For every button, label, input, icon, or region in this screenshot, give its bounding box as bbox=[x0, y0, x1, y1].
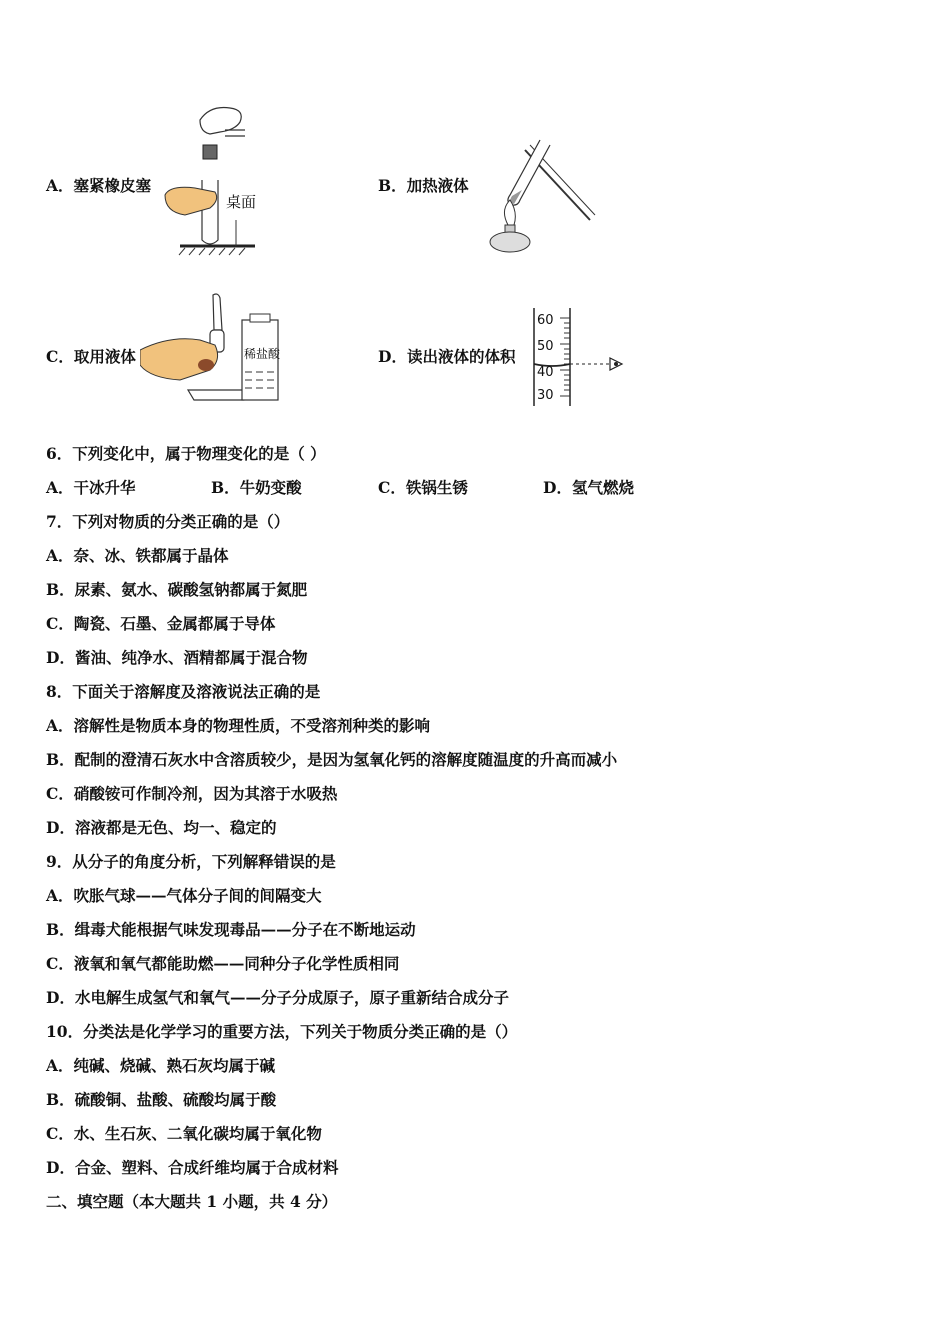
q6-option-c: C．铁锅生锈 bbox=[378, 478, 468, 497]
figure-d-tick-30: 30 bbox=[537, 388, 554, 403]
q8-stem: 8．下面关于溶解度及溶液说法正确的是 bbox=[46, 682, 321, 701]
q9-option-d: D．水电解生成氢气和氧气——分子分成原子，原子重新结合成分子 bbox=[46, 988, 509, 1007]
q7-option-a: A．奈、冰、铁都属于晶体 bbox=[46, 546, 229, 565]
q9-option-c: C．液氧和氧气都能助燃——同种分子化学性质相同 bbox=[46, 954, 400, 973]
q7-option-b: B．尿素、氨水、碳酸氢钠都属于氮肥 bbox=[46, 580, 308, 599]
q10-option-a: A．纯碱、烧碱、熟石灰均属于碱 bbox=[46, 1056, 276, 1075]
q10-stem: 10．分类法是化学学习的重要方法，下列关于物质分类正确的是（） bbox=[46, 1022, 518, 1041]
q8-option-b: B．配制的澄清石灰水中含溶质较少，是因为氢氧化钙的溶解度随温度的升高而减小 bbox=[46, 750, 618, 769]
q5-option-d: D．读出液体的体积 bbox=[378, 347, 516, 366]
q10-option-c: C．水、生石灰、二氧化碳均属于氧化物 bbox=[46, 1124, 322, 1143]
q9-stem: 9．从分子的角度分析，下列解释错误的是 bbox=[46, 852, 336, 871]
q10-option-b: B．硫酸铜、盐酸、硫酸均属于酸 bbox=[46, 1090, 277, 1109]
q10-option-d: D．合金、塑料、合成纤维均属于合成材料 bbox=[46, 1158, 339, 1177]
section-2-heading: 二、填空题（本大题共 1 小题，共 4 分） bbox=[46, 1192, 338, 1211]
figure-d-tick-40: 40 bbox=[537, 365, 554, 380]
q6-stem: 6．下列变化中，属于物理变化的是（ ） bbox=[46, 444, 326, 463]
q8-option-c: C．硝酸铵可作制冷剂，因为其溶于水吸热 bbox=[46, 784, 338, 803]
figure-b-heating bbox=[470, 130, 600, 260]
figure-d-tick-50: 50 bbox=[537, 339, 554, 354]
q5-option-b: B．加热液体 bbox=[378, 176, 469, 195]
figure-a-stopper bbox=[150, 100, 270, 260]
figure-c-dropper bbox=[140, 290, 290, 410]
figure-d-tick-60: 60 bbox=[537, 313, 554, 328]
figure-a-label: 桌面 bbox=[226, 193, 257, 211]
q5-option-a: A．塞紧橡皮塞 bbox=[46, 176, 152, 195]
figure-d-cylinder bbox=[526, 306, 636, 410]
q7-stem: 7．下列对物质的分类正确的是（） bbox=[46, 512, 290, 531]
q5-option-c: C．取用液体 bbox=[46, 347, 136, 366]
q8-option-d: D．溶液都是无色、均一、稳定的 bbox=[46, 818, 277, 837]
q7-option-d: D．酱油、纯净水、酒精都属于混合物 bbox=[46, 648, 308, 667]
q7-option-c: C．陶瓷、石墨、金属都属于导体 bbox=[46, 614, 276, 633]
q6-option-d: D．氢气燃烧 bbox=[543, 478, 634, 497]
q6-option-a: A．干冰升华 bbox=[46, 478, 136, 497]
q9-option-a: A．吹胀气球——气体分子间的间隔变大 bbox=[46, 886, 322, 905]
q6-option-b: B．牛奶变酸 bbox=[211, 478, 302, 497]
q9-option-b: B．缉毒犬能根据气味发现毒品——分子在不断地运动 bbox=[46, 920, 416, 939]
figure-c-bottle-label: 稀盐酸 bbox=[244, 347, 281, 361]
q8-option-a: A．溶解性是物质本身的物理性质，不受溶剂种类的影响 bbox=[46, 716, 431, 735]
